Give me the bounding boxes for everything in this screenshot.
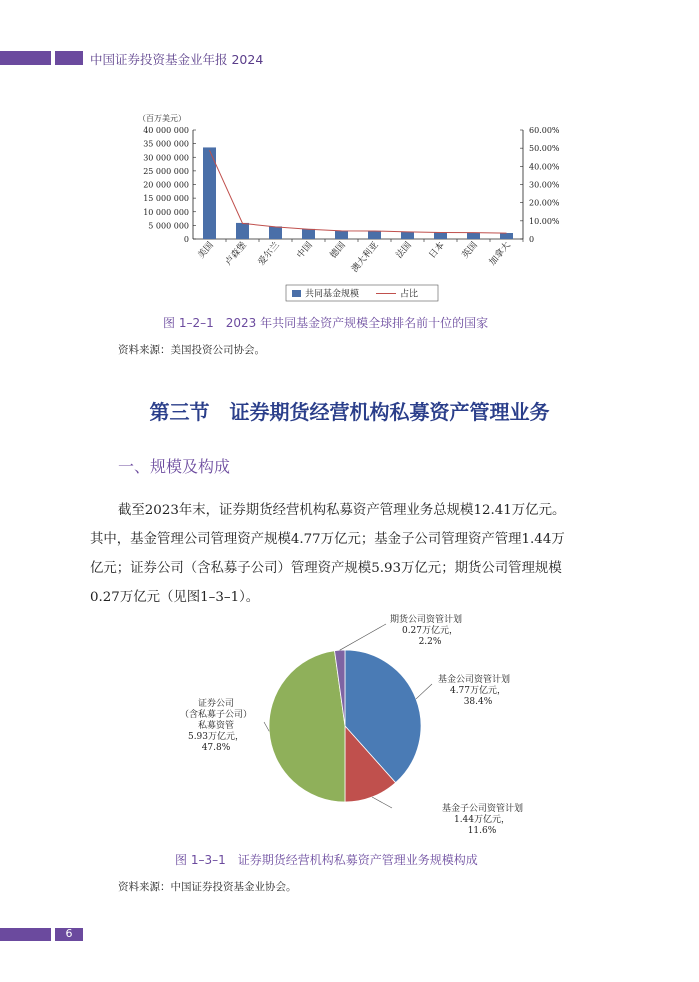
- slice-label: 1.44万亿元，: [453, 815, 511, 825]
- y-tick-label: 10 000 000: [143, 207, 189, 217]
- y2-tick-label: 0: [529, 235, 535, 244]
- running-header: 中国证券投资基金业年报 2024: [90, 52, 264, 67]
- header-bar-left: [0, 51, 51, 65]
- y-tick-label: 20 000 000: [143, 180, 189, 190]
- y2-tick-label: 40.00%: [529, 162, 560, 172]
- x-tick-label: 卢森堡: [223, 240, 249, 268]
- x-tick-label: 澳大利亚: [349, 240, 381, 275]
- slice-label: 基金公司资管计划: [438, 675, 511, 685]
- page-number: 6: [65, 927, 73, 940]
- footer-bar-left: [0, 928, 51, 941]
- x-tick-label: 英国: [460, 240, 480, 261]
- leader-line: [416, 684, 432, 699]
- bar: [302, 229, 315, 239]
- y2-tick-label: 30.00%: [529, 180, 560, 190]
- slice-label: 基金子公司资管计划: [442, 804, 524, 814]
- slice-label: 11.6%: [467, 826, 497, 836]
- bar: [335, 231, 348, 239]
- bar: [467, 232, 480, 239]
- legend-bar-swatch: [292, 290, 301, 297]
- y-tick-label: 25 000 000: [143, 166, 189, 176]
- x-tick-label: 爱尔兰: [256, 240, 282, 268]
- x-tick-label: 加拿大: [487, 240, 513, 268]
- y-axis-title: （百万美元）: [138, 114, 186, 123]
- figure2-caption: 图 1–3–1 证券期货经营机构私募资产管理业务规模构成: [175, 853, 478, 867]
- section-title: 第三节 证券期货经营机构私募资产管理业务: [149, 400, 550, 424]
- slice-label: 0.27万亿元，: [401, 626, 459, 636]
- y2-tick-label: 60.00%: [529, 126, 560, 135]
- y-tick-label: 5 000 000: [148, 221, 189, 231]
- bar: [500, 233, 513, 239]
- pie-chart: [150, 612, 550, 842]
- body-paragraph: [90, 496, 610, 612]
- slice-label: （含私募子公司）: [179, 710, 253, 720]
- y-tick-label: 35 000 000: [143, 139, 189, 149]
- slice-label: 5.93万亿元，: [187, 732, 245, 742]
- x-tick-label: 日本: [427, 240, 447, 261]
- pie-slice: [269, 651, 345, 802]
- leader-line: [264, 722, 269, 731]
- slice-label: 38.4%: [463, 697, 493, 707]
- slice-label: 2.2%: [418, 637, 442, 647]
- paragraph-line: 亿元；证券公司（含私募子公司）管理资产规模5.93万亿元；期货公司管理规模: [90, 561, 562, 576]
- y2-tick-label: 50.00%: [529, 144, 560, 154]
- paragraph-line: 其中，基金管理公司管理资产规模4.77万亿元；基金子公司管理资产管理1.44万: [90, 532, 565, 547]
- bar: [368, 231, 381, 239]
- x-tick-label: 法国: [394, 240, 414, 261]
- legend-line-label: 占比: [400, 289, 419, 300]
- x-tick-label: 中国: [295, 240, 315, 261]
- figure2-source: 资料来源：中国证券投资基金业协会。: [118, 881, 297, 893]
- header-bar-right: [55, 51, 83, 65]
- subsection-title: 一、规模及构成: [118, 457, 231, 476]
- leader-line: [340, 624, 386, 650]
- x-tick-label: 美国: [196, 240, 216, 261]
- y-tick-label: 0: [183, 235, 189, 244]
- y2-tick-label: 10.00%: [529, 216, 560, 226]
- bar-line-chart: [118, 112, 578, 312]
- slice-label: 证券公司: [197, 699, 235, 709]
- bar: [236, 223, 249, 239]
- y-tick-label: 30 000 000: [143, 153, 189, 163]
- y2-tick-label: 20.00%: [529, 198, 560, 208]
- bar: [269, 226, 282, 239]
- y-tick-label: 15 000 000: [143, 194, 189, 204]
- slice-label: 4.77万亿元，: [449, 686, 507, 696]
- paragraph-line: 0.27万亿元（见图1–3–1）。: [90, 590, 260, 605]
- x-tick-label: 德国: [328, 240, 348, 261]
- legend-bar-label: 共同基金规模: [305, 289, 360, 300]
- slice-label: 期货公司资管计划: [390, 615, 463, 625]
- slice-label: 私募资管: [197, 721, 235, 731]
- bar: [434, 232, 447, 239]
- y-tick-label: 40 000 000: [143, 126, 189, 135]
- slice-label: 47.8%: [201, 743, 231, 753]
- figure1-source: 资料来源：美国投资公司协会。: [118, 344, 265, 356]
- bar: [401, 232, 414, 239]
- share-line: [210, 150, 507, 233]
- paragraph-line: 截至2023年末，证券期货经营机构私募资产管理业务总规模12.41万亿元。: [118, 503, 566, 518]
- leader-line: [372, 797, 392, 808]
- figure1-caption: 图 1–2–1 2023 年共同基金资产规模全球排名前十位的国家: [163, 316, 489, 330]
